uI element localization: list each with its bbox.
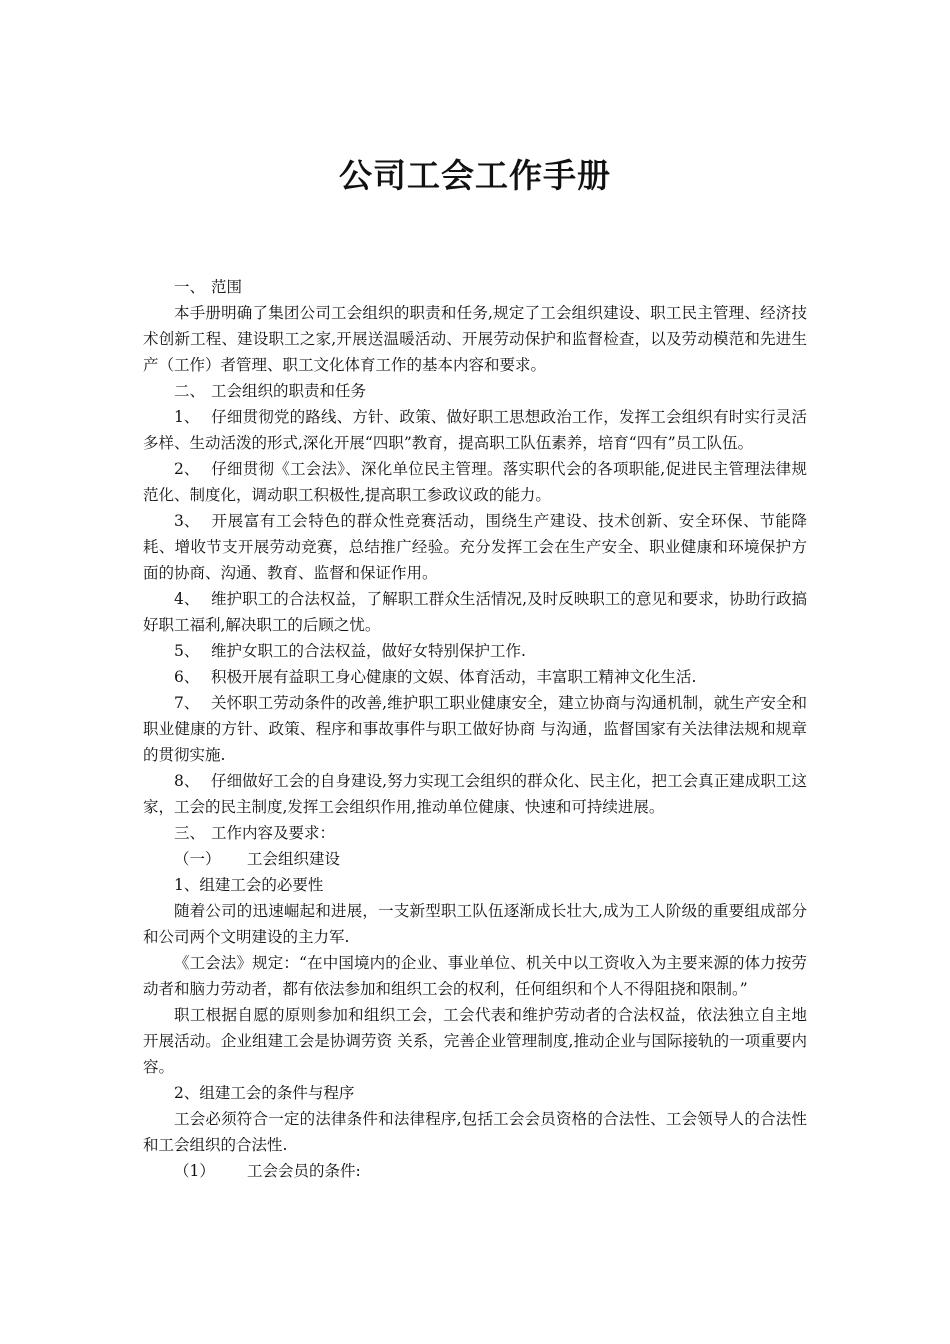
heading-text: 范围 xyxy=(211,278,243,296)
item-text: 维护职工的合法权益，了解职工群众生活情况,及时反映职工的意见和要求，协助行政搞好职工福利,解决职工的后顾之忧。 xyxy=(143,590,807,634)
item-number: 6、 xyxy=(174,668,200,686)
list-item xyxy=(143,664,807,690)
item-text: 开展富有工会特色的群众性竞赛活动，围绕生产建设、技术创新、安全环保、节能降耗、增收节支开展劳动竞赛，总结推广经验。充分发挥工会在生产安全、职业健康和环境保护方面的协商、沟通、教育、监督和保证作用。 xyxy=(143,512,807,582)
paragraph: 工会必须符合一定的法律条件和法律程序,包括工会会员资格的合法性、工会领导人的合法性和工会组织的合法性. xyxy=(143,1110,807,1154)
item-number: 3、 xyxy=(174,512,200,530)
heading-number: 一、 xyxy=(174,278,206,296)
section-heading xyxy=(143,378,807,404)
item-text: 仔细贯彻《工会法》、深化单位民主管理。落实职代会的各项职能,促进民主管理法律规范化、制度化，调动职工积极性,提高职工参政议政的能力。 xyxy=(143,460,807,504)
list-item xyxy=(143,456,807,508)
paragraph: 职工根据自愿的原则参加和组织工会，工会代表和维护劳动者的合法权益，依法独立自主地开展活动。企业组建工会是协调劳资 关系，完善企业管理制度,推动企业与国际接轨的一项重要内容。 xyxy=(143,1006,807,1076)
paragraph: 《工会法》规定：“在中国境内的企业、事业单位、机关中以工资收入为主要来源的体力按劳动者和脑力劳动者，都有依法参加和组织工会的权利，任何组织和个人不得阻挠和限制。” xyxy=(143,954,807,998)
subsection-number: （1） xyxy=(174,1162,215,1180)
item-text: 积极开展有益职工身心健康的文娱、体育活动，丰富职工精神文化生活. xyxy=(211,668,697,686)
heading-number: 三、 xyxy=(174,824,206,842)
item-text: 维护女职工的合法权益，做好女特别保护工作. xyxy=(211,642,526,660)
list-item xyxy=(143,690,807,768)
item-text: 关怀职工劳动条件的改善,维护职工职业健康安全，建立协商与沟通机制，就生产安全和职业健康的方针、政策、程序和事故事件与职工做好协商 与沟通，监督国家有关法律法规和规章的贯彻实施. xyxy=(143,694,807,764)
subsection-heading xyxy=(143,846,807,872)
item-number: 8、 xyxy=(174,772,200,790)
document-body xyxy=(143,274,807,1184)
subsection-text: 工会组织建设 xyxy=(247,850,341,868)
item-number: 4、 xyxy=(174,590,200,608)
item-number: 5、 xyxy=(174,642,200,660)
heading-number: 二、 xyxy=(174,382,206,400)
section-heading xyxy=(143,274,807,300)
paragraph: 2、组建工会的条件与程序 xyxy=(174,1084,355,1102)
heading-text: 工会组织的职责和任务 xyxy=(211,382,367,400)
heading-text: 工作内容及要求： xyxy=(211,824,336,842)
list-item xyxy=(143,404,807,456)
paragraph: 1、组建工会的必要性 xyxy=(174,876,324,894)
document-title: 公司工会工作手册 xyxy=(339,156,611,195)
list-item xyxy=(143,508,807,586)
section-heading xyxy=(143,820,807,846)
list-item xyxy=(143,586,807,638)
subsection-text: 工会会员的条件: xyxy=(247,1162,361,1180)
item-number: 7、 xyxy=(174,694,200,712)
item-text: 仔细贯彻党的路线、方针、政策、做好职工思想政治工作，发挥工会组织有时实行灵活多样、生动活泼的形式,深化开展“四职”教育，提高职工队伍素养，培育“四有”员工队伍。 xyxy=(143,408,807,452)
item-text: 仔细做好工会的自身建设,努力实现工会组织的群众化、民主化，把工会真正建成职工这家，工会的民主制度,发挥工会组织作用,推动单位健康、快速和可持续进展。 xyxy=(143,772,807,816)
paragraph: 本手册明确了集团公司工会组织的职责和任务,规定了工会组织建设、职工民主管理、经济技术创新工程、建设职工之家,开展送温暖活动、开展劳动保护和监督检查，以及劳动模范和先进生产（工作）者管理、职工文化体育工作的基本内容和要求。 xyxy=(143,304,807,374)
item-number: 1、 xyxy=(174,408,200,426)
paragraph: 随着公司的迅速崛起和进展，一支新型职工队伍逐渐成长壮大,成为工人阶级的重要组成部分和公司两个文明建设的主力军. xyxy=(143,902,807,946)
item-number: 2、 xyxy=(174,460,200,478)
list-item xyxy=(143,638,807,664)
subsection-number: （一） xyxy=(174,850,221,868)
subsection-heading xyxy=(143,1158,807,1184)
list-item xyxy=(143,768,807,820)
